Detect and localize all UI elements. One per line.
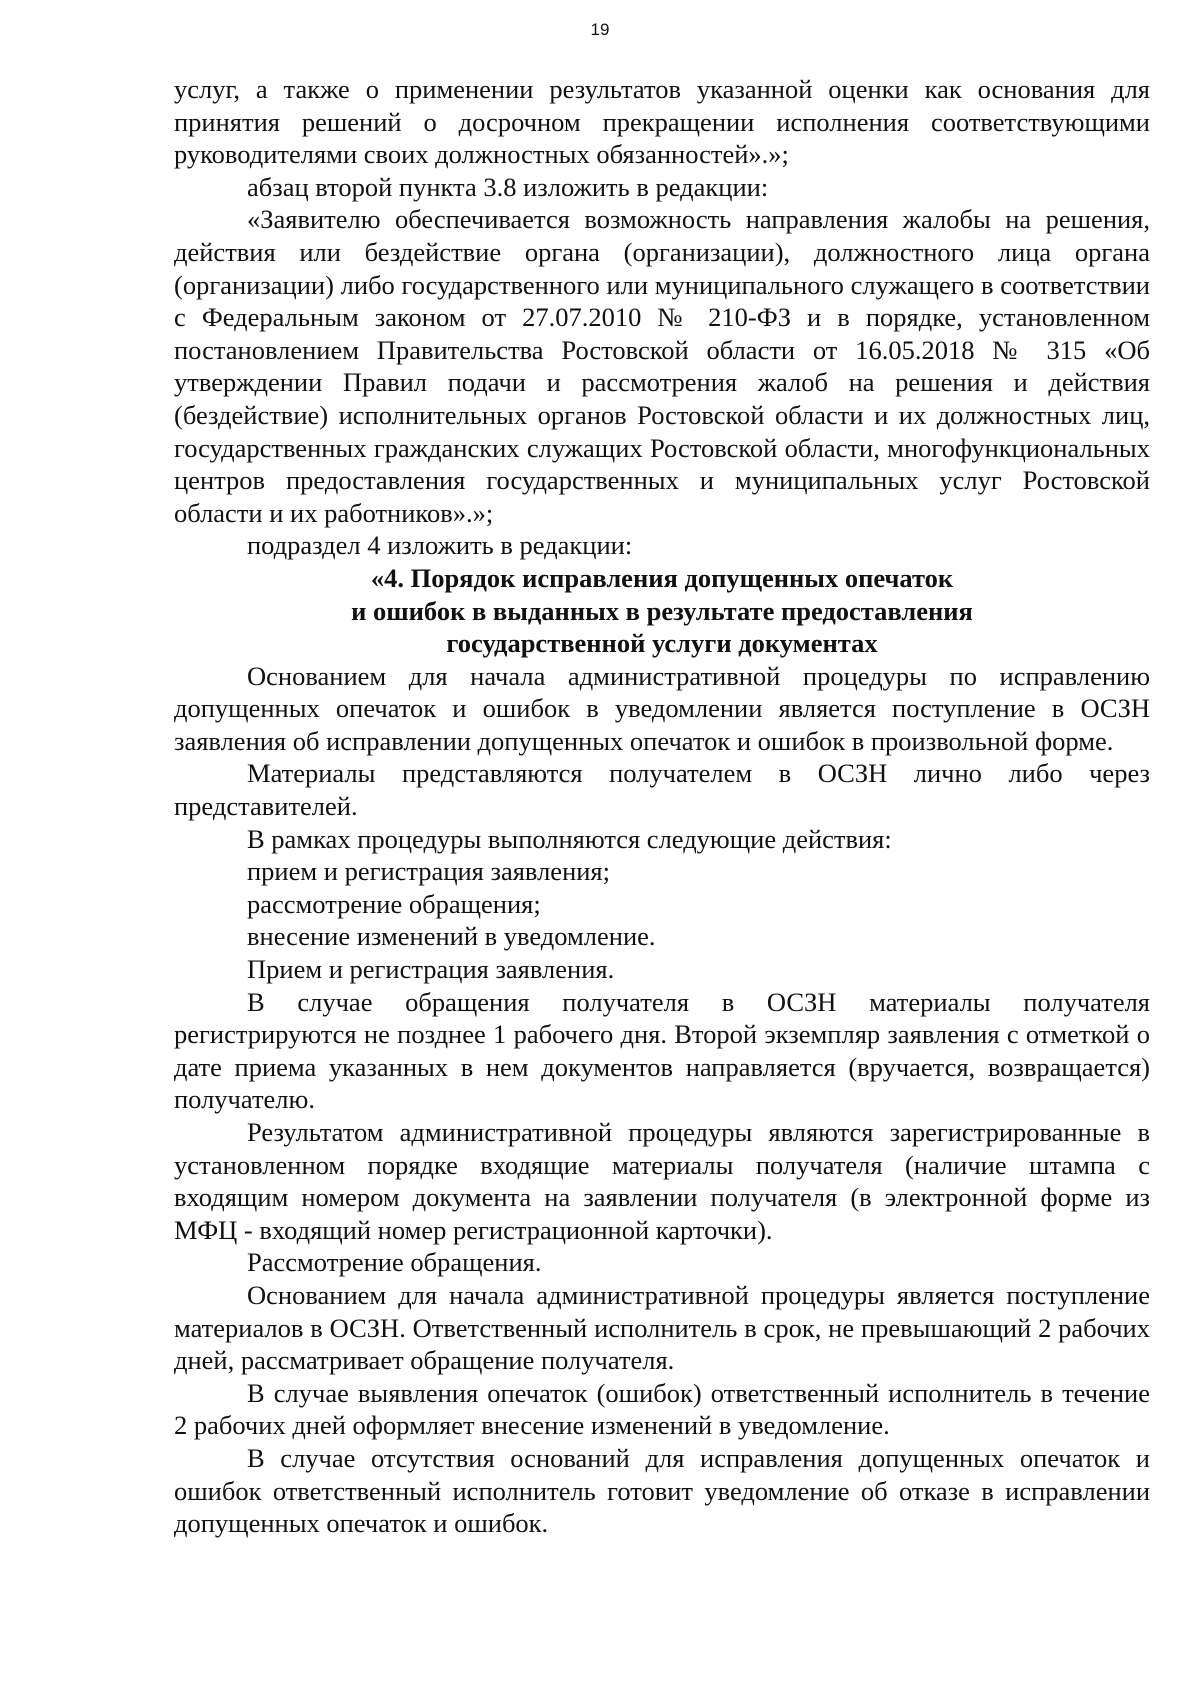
body-paragraph-7: В случае выявления опечаток (ошибок) ответственный исполнитель в течение 2 рабочих дней оформляет внесение изменений в уведомление. xyxy=(174,1377,1150,1441)
body-paragraph-4: В случае обращения получателя в ОСЗН материалы получателя регистрируются не позднее 1 рабочего дня. Второй экземпляр заявления с отметкой о дате приема указанных в нем документов направляется (вручается, возвращается) получателю. xyxy=(174,986,1150,1115)
list-item-3: внесение изменений в уведомление. xyxy=(247,921,656,952)
body-paragraph-3: В рамках процедуры выполняются следующие действия: xyxy=(247,823,892,854)
list-item-1: прием и регистрация заявления; xyxy=(247,856,610,887)
section-heading-line-2: и ошибок в выданных в результате предоставления xyxy=(351,595,973,626)
paragraph-complaint-right: «Заявителю обеспечивается возможность направления жалобы на решения, действия или бездействие органа (организации), должностного лица органа (организации) либо государственного или муниципального служащего в соответствии с Федеральным законом от 27.07.2010 № 210-ФЗ и в порядке, установленном постановлением Правительства Ростовской области от 16.05.2018 № 315 «Об утверждении Правил подачи и рассмотрения жалоб на решения и действия (бездействие) исполнительных органов Ростовской области и их должностных лиц, государственных гражданских служащих Ростовской области, многофункциональных центров предоставления государственных и муниципальных услуг Ростовской области и их работников».»; xyxy=(174,204,1150,528)
list-item-2: рассмотрение обращения; xyxy=(247,888,541,919)
paragraph-amendment-instruction: абзац второй пункта 3.8 изложить в редакции: xyxy=(247,171,769,202)
document-body xyxy=(174,73,1150,1540)
section-heading xyxy=(174,562,1150,660)
paragraph-continuation: услуг, а также о применении результатов указанной оценки как основания для принятия решений о досрочном прекращении исполнения соответствующими руководителями своих должностных обязанностей».»; xyxy=(174,74,1150,170)
body-paragraph-1: Основанием для начала административной процедуры по исправлению допущенных опечаток и ошибок в уведомлении является поступление в ОСЗН заявления об исправлении допущенных опечаток и ошибок в произвольной форме. xyxy=(174,660,1150,756)
subheading-registration: Прием и регистрация заявления. xyxy=(247,954,615,985)
paragraph-subsection-instruction: подраздел 4 изложить в редакции: xyxy=(247,530,633,561)
body-paragraph-2: Материалы представляются получателем в ОСЗН лично либо через представителей. xyxy=(174,758,1150,822)
body-paragraph-5: Результатом административной процедуры являются зарегистрированные в установленном порядке входящие материалы получателя (наличие штампа с входящим номером документа на заявлении получателя (в электронной форме из МФЦ - входящий номер регистрационной карточки). xyxy=(174,1117,1150,1245)
section-heading-line-1: «4. Порядок исправления допущенных опечаток xyxy=(370,562,954,593)
page-number: 19 xyxy=(590,20,610,39)
body-paragraph-6: Основанием для начала административной процедуры является поступление материалов в ОСЗН. Ответственный исполнитель в срок, не превышающий 2 рабочих дней, рассматривает обращение получателя. xyxy=(174,1279,1150,1376)
section-heading-line-3: государственной услуги документах xyxy=(446,628,878,659)
subheading-review: Рассмотрение обращения. xyxy=(247,1247,542,1278)
body-paragraph-8: В случае отсутствия оснований для исправления допущенных опечаток и ошибок ответственный исполнитель готовит уведомление об отказе в исправлении допущенных опечаток и ошибок. xyxy=(174,1442,1150,1539)
